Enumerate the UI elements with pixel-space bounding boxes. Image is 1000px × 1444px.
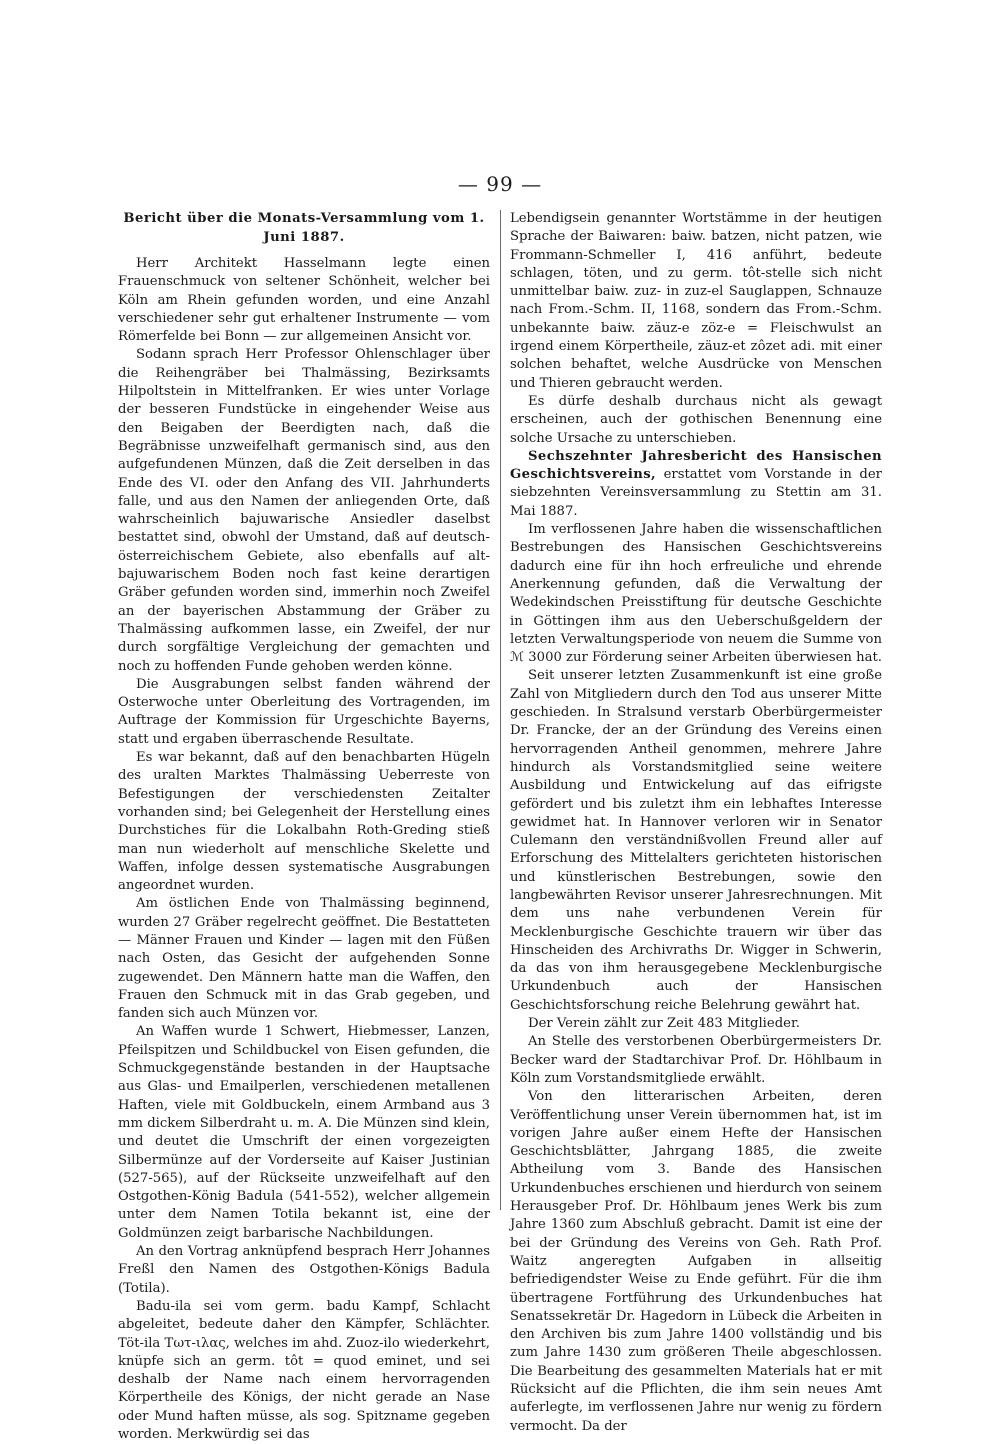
right-column [510,210,882,1436]
paragraph: Lebendigsein genannter Wortstämme in der heutigen Sprache der Baiwaren: baiw. batzen, nicht patzen, wie Frommann-Schmeller I, 416 anführt, bedeute schlagen, töten, und zu germ. tôt-stelle sich nicht unmittelbar baiw. zuz- in zuz-el Sauglappen, Schnauze nach From.-Schm. II, 1168, sondern das From.-Schm. unbekannte baiw. zäuz-e zöz-e = Fleischwulst an irgend einem Körpertheile, zäuz-et zôzet adi. mit einer solchen behaftet, welche Ausdrücke von Menschen und Thieren gebraucht werden. [510,211,882,391]
left-column [118,210,490,1444]
paragraph: Sodann sprach Herr Professor Ohlenschlager über die Reihengräber bei Thalmässing, Bezirksamts Hilpoltstein in Mittelfranken. Er wies unter Vorlage der besseren Fundstücke in eingehender Weise aus den Beigaben der Beerdigten nach, daß die Begräbnisse unzweifelhaft germanisch sind, aus den aufgefundenen Münzen, daß die Zeit derselben in das Ende des VI. oder den Anfang des VII. Jahrhunderts falle, und aus den Namen der anliegenden Orte, daß wahrscheinlich bajuwarische Ansiedler daselbst bestattet sind, obwohl der Umstand, daß auf deutsch-österreichischem Gebiete, also ebenfalls auf alt-bajuwarischem Boden noch fast keine derartigen Gräber gefunden worden sind, immerhin noch Zweifel an der bayerischen Abstammung der Gräber zu Thalmässing aufkommen lasse, ein Zweifel, der nur durch sorgfältige Vergleichung der gemachten und noch zu hoffenden Funde gehoben werden könne. [118,347,490,674]
section-heading [510,448,882,521]
paragraph: Seit unserer letzten Zusammenkunft ist eine große Zahl von Mitgliedern durch den Tod aus unserer Mitte geschieden. In Stralsund verstarb Oberbürgermeister Dr. Francke, der an der Gründung des Vereins einen hervorragenden Antheil genommen, mehrere Jahre hindurch als Vorstandsmitglied seine weitere Ausbildung und Entwickelung auf das eifrigste gefördert und bis zuletzt ihm ein lebhaftes Interesse gewidmet hat. In Hannover verloren wir in Senator Culemann den verständnißvollen Freund aller auf Erforschung des Mittelalters gerichteten historischen und künstlerischen Bestrebungen, sowie den langbewährten Revisor unserer Jahresrechnungen. Mit dem uns nahe verbundenen Verein für Mecklenburgische Geschichte trauern wir über das Hinscheiden des Archivraths Dr. Wigger in Schwerin, da das von ihm herausgegebene Mecklenburgische Urkundenbuch auch der Hansischen Geschichtsforschung reiche Belehrung gewährt hat. [510,668,882,1013]
paragraph: An Stelle des verstorbenen Oberbürgermeisters Dr. Becker ward der Stadtarchivar Prof. Dr. Höhlbaum in Köln zum Vorstandsmitgliede erwählt. [510,1034,882,1086]
section-heading-title: Sechszehnter Jahresbericht des Hansischen Geschichtsvereins, [510,448,882,483]
paragraph: Im verflossenen Jahre haben die wissenschaftlichen Bestrebungen des Hansischen Geschichtsvereins dadurch eine für ihn hoch erfreuliche und ehrende Anerkennung gefunden, daß die Verwaltung der Wedekindschen Preisstiftung für deutsche Geschichte in Göttingen ihm aus den Ueberschußgeldern der letzten Verwaltungsperiode von neuem die Summe von ℳ 3000 zur Förderung seiner Arbeiten überwiesen hat. [510,522,882,666]
page-number: — 99 — [457,172,543,196]
paragraph: Die Ausgrabungen selbst fanden während der Osterwoche unter Oberleitung des Vortragenden, im Auftrage der Kommission für Urgeschichte Bayerns, statt und ergaben überraschende Resultate. [118,676,490,747]
paragraph: Von den litterarischen Arbeiten, deren Veröffentlichung unser Verein übernommen hat, ist im vorigen Jahre außer einem Hefte der Hansischen Geschichtsblätter, Jahrgang 1885, die zweite Abtheilung vom 3. Bande des Hansischen Urkundenbuches erschienen und hierdurch von seinem Herausgeber Prof. Dr. Höhlbaum jenes Werk bis zum Jahre 1360 zum Abschluß gebracht. Damit ist eine der bei der Gründung des Vereins von Geh. Rath Prof. Waitz angeregten Aufgaben in allseitig befriedigendster Weise zu Ende geführt. Für die ihm übertragene Fortführung des Urkundenbuches hat Senatssekretär Dr. Hagedorn in Lübeck die Arbeiten in den Archiven bis zum Jahre 1400 vollständig und bis zum Jahre 1430 zum größeren Theile abgeschlossen. Die Bearbeitung des gesammelten Materials hat er mit Rücksicht auf die Pflichten, die ihm sein neues Amt auferlegte, im verflossenen Jahre nur wenig zu fördern vermocht. Da der [510,1089,882,1434]
paragraph: Badu-ila sei vom germ. badu Kampf, Schlacht abgeleitet, bedeute daher den Kämpfer, Schlächter. Töt-ila Τωτ-ιλας, welches im ahd. Zuoz-ilo wiederkehrt, knüpfe sich an germ. tôt = quod eminet, und sei deshalb der Name nach einem hervorragenden Körpertheile des Königs, der nicht gerade an Nase oder Mund haften müsse, als sog. Spitzname gegeben worden. Merkwürdig sei das [118,1298,490,1442]
paragraph: Der Verein zählt zur Zeit 483 Mitglieder. [528,1016,800,1032]
paragraph: Am östlichen Ende von Thalmässing beginnend, wurden 27 Gräber regelrecht geöffnet. Die Bestatteten — Männer Frauen und Kinder — lagen mit den Füßen nach Osten, das Gesicht der aufgehenden Sonne zugewendet. Den Männern hatte man die Waffen, den Frauen den Schmuck mit in das Grab gegeben, und fanden sich auch Münzen vor. [118,896,490,1022]
paragraph: An den Vortrag anknüpfend besprach Herr Johannes Freßl den Namen des Ostgothen-Königs Badula (Totila). [118,1244,490,1296]
paragraph: An Waffen wurde 1 Schwert, Hiebmesser, Lanzen, Pfeilspitzen und Schildbuckel von Eisen gefunden, die Schmuckgegenstände bestanden in der Hauptsache aus Glas- und Emailperlen, verschiedenen metallenen Haften, viele mit Goldbuckeln, einem Armband aus 3 mm dickem Silberdraht u. m. A. Die Münzen sind klein, und deutet die Umschrift der einen vorgezeigten Silbermünze auf der Vorderseite auf Kaiser Justinian (527-565), auf der Rückseite unzweifelhaft auf den Ostgothen-König Badula (541-552), welcher allgemein unter dem Namen Totila bekannt ist, eine der Goldmünzen zeigt barbarische Nachbildungen. [118,1024,490,1241]
section-heading-subtitle: erstattet vom Vorstande in der siebzehnten Vereinsversammlung zu Stettin am 31. Mai 1887. [510,467,882,519]
report-heading: Bericht über die Monats-Versammlung vom 1. Juni 1887. [123,211,485,245]
column-divider [500,210,501,1210]
paragraph: Es dürfe deshalb durchaus nicht als gewagt erscheinen, auch der gothischen Benennung eine solche Ursache zu unterschieben. [510,393,882,446]
paragraph: Es war bekannt, daß auf den benachbarten Hügeln des uralten Marktes Thalmässing Ueberreste von Befestigungen der verschiedensten Zeitalter vorhanden sind; bei Gelegenheit der Herstellung eines Durchstiches für die Lokalbahn Roth-Greding stieß man nun wiederholt auf menschliche Skelette und Waffen, infolge dessen systematische Ausgrabungen angeordnet wurden. [118,750,490,894]
paragraph: Herr Architekt Hasselmann legte einen Frauenschmuck von seltener Schönheit, welcher bei Köln am Rhein gefunden worden, und eine Anzahl verschiedener sehr gut erhaltener Instrumente — vom Römerfelde bei Bonn — zur allgemeinen Ansicht vor. [118,256,490,345]
